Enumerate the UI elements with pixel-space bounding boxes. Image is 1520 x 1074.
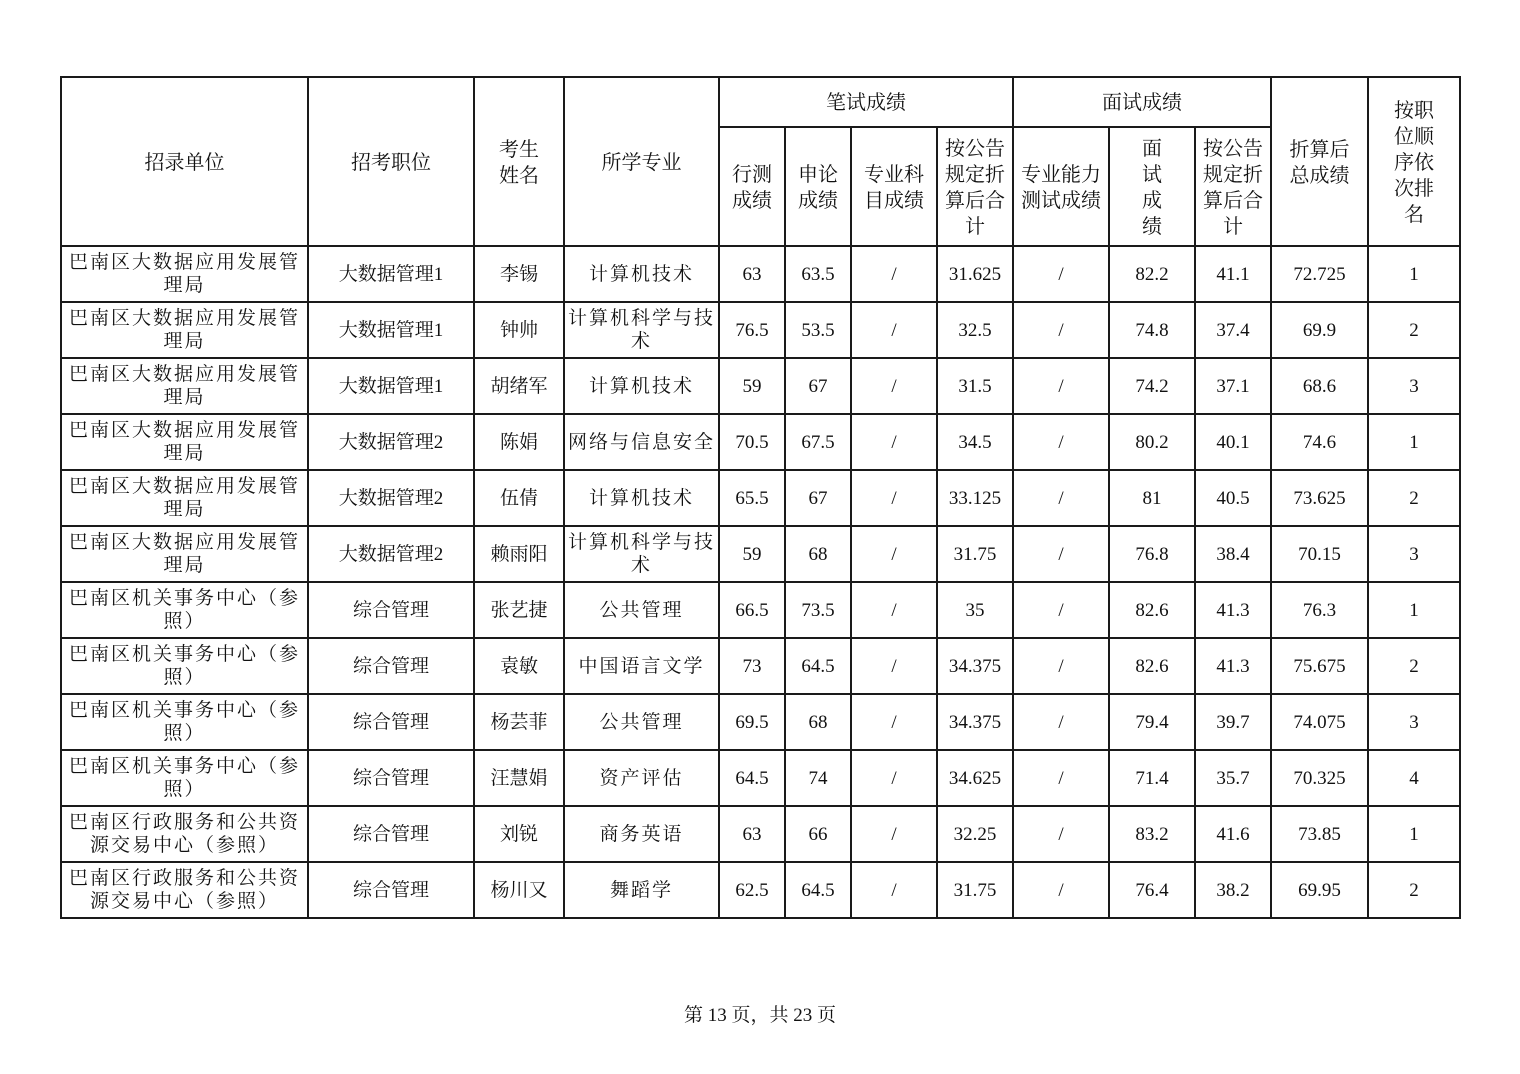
cell-position: 综合管理 (308, 750, 474, 806)
cell-ability-test: / (1013, 246, 1109, 302)
cell-interview: 83.2 (1109, 806, 1195, 862)
cell-ability-test: / (1013, 862, 1109, 918)
table-row (61, 806, 1460, 862)
cell-written-converted: 34.5 (937, 414, 1013, 470)
cell-total: 73.625 (1271, 470, 1368, 526)
cell-major: 商务英语 (564, 806, 719, 862)
table-row (61, 302, 1460, 358)
cell-interview-converted: 40.1 (1195, 414, 1271, 470)
cell-zhuanye-kemu: / (851, 582, 937, 638)
cell-shenlun: 68 (785, 526, 851, 582)
cell-interview-converted: 40.5 (1195, 470, 1271, 526)
cell-xingce: 65.5 (719, 470, 785, 526)
cell-total: 72.725 (1271, 246, 1368, 302)
cell-unit: 巴南区机关事务中心（参照） (61, 638, 308, 694)
cell-interview-converted: 41.6 (1195, 806, 1271, 862)
cell-rank: 1 (1368, 582, 1460, 638)
cell-major: 计算机科学与技术 (564, 302, 719, 358)
cell-written-converted: 34.625 (937, 750, 1013, 806)
cell-interview-converted: 41.3 (1195, 582, 1271, 638)
header-unit: 招录单位 (61, 77, 308, 246)
cell-zhuanye-kemu: / (851, 750, 937, 806)
cell-zhuanye-kemu: / (851, 358, 937, 414)
cell-shenlun: 67 (785, 358, 851, 414)
cell-position: 综合管理 (308, 582, 474, 638)
cell-interview-converted: 41.1 (1195, 246, 1271, 302)
cell-written-converted: 32.5 (937, 302, 1013, 358)
cell-ability-test: / (1013, 414, 1109, 470)
cell-shenlun: 63.5 (785, 246, 851, 302)
header-total: 折算后总成绩 (1271, 77, 1368, 246)
cell-rank: 3 (1368, 694, 1460, 750)
cell-interview: 74.8 (1109, 302, 1195, 358)
cell-written-converted: 31.75 (937, 526, 1013, 582)
table-row (61, 414, 1460, 470)
cell-name: 胡绪军 (474, 358, 564, 414)
cell-rank: 1 (1368, 806, 1460, 862)
cell-unit: 巴南区行政服务和公共资源交易中心（参照） (61, 862, 308, 918)
cell-interview: 82.6 (1109, 638, 1195, 694)
cell-unit: 巴南区大数据应用发展管理局 (61, 526, 308, 582)
cell-major: 中国语言文学 (564, 638, 719, 694)
cell-rank: 2 (1368, 302, 1460, 358)
cell-interview: 74.2 (1109, 358, 1195, 414)
cell-position: 大数据管理2 (308, 414, 474, 470)
cell-total: 74.6 (1271, 414, 1368, 470)
cell-total: 74.075 (1271, 694, 1368, 750)
cell-position: 大数据管理2 (308, 526, 474, 582)
cell-ability-test: / (1013, 526, 1109, 582)
cell-ability-test: / (1013, 750, 1109, 806)
cell-rank: 2 (1368, 862, 1460, 918)
cell-shenlun: 68 (785, 694, 851, 750)
cell-rank: 4 (1368, 750, 1460, 806)
header-xingce: 行测成绩 (719, 127, 785, 246)
cell-name: 赖雨阳 (474, 526, 564, 582)
cell-interview: 76.8 (1109, 526, 1195, 582)
cell-name: 刘锐 (474, 806, 564, 862)
cell-interview: 81 (1109, 470, 1195, 526)
cell-total: 68.6 (1271, 358, 1368, 414)
cell-written-converted: 34.375 (937, 694, 1013, 750)
score-table (60, 76, 1461, 919)
cell-unit: 巴南区大数据应用发展管理局 (61, 470, 308, 526)
cell-major: 计算机技术 (564, 246, 719, 302)
cell-written-converted: 31.75 (937, 862, 1013, 918)
cell-position: 综合管理 (308, 862, 474, 918)
cell-zhuanye-kemu: / (851, 246, 937, 302)
table-row (61, 750, 1460, 806)
cell-xingce: 59 (719, 358, 785, 414)
header-written-group: 笔试成绩 (719, 77, 1013, 127)
cell-interview-converted: 35.7 (1195, 750, 1271, 806)
table-row (61, 694, 1460, 750)
cell-name: 袁敏 (474, 638, 564, 694)
cell-interview: 80.2 (1109, 414, 1195, 470)
cell-interview-converted: 39.7 (1195, 694, 1271, 750)
cell-ability-test: / (1013, 302, 1109, 358)
cell-interview-converted: 41.3 (1195, 638, 1271, 694)
cell-written-converted: 34.375 (937, 638, 1013, 694)
header-interview: 面试成绩 (1109, 127, 1195, 246)
header-written-converted: 按公告规定折算后合计 (937, 127, 1013, 246)
cell-rank: 2 (1368, 638, 1460, 694)
table-row (61, 526, 1460, 582)
cell-xingce: 63 (719, 806, 785, 862)
table-row (61, 246, 1460, 302)
cell-interview: 82.6 (1109, 582, 1195, 638)
cell-major: 公共管理 (564, 582, 719, 638)
cell-position: 综合管理 (308, 806, 474, 862)
cell-name: 汪慧娟 (474, 750, 564, 806)
cell-shenlun: 53.5 (785, 302, 851, 358)
cell-major: 计算机技术 (564, 358, 719, 414)
cell-written-converted: 35 (937, 582, 1013, 638)
cell-ability-test: / (1013, 470, 1109, 526)
cell-position: 综合管理 (308, 694, 474, 750)
cell-total: 76.3 (1271, 582, 1368, 638)
cell-total: 75.675 (1271, 638, 1368, 694)
cell-major: 网络与信息安全 (564, 414, 719, 470)
cell-xingce: 70.5 (719, 414, 785, 470)
cell-position: 大数据管理2 (308, 470, 474, 526)
cell-written-converted: 32.25 (937, 806, 1013, 862)
cell-unit: 巴南区行政服务和公共资源交易中心（参照） (61, 806, 308, 862)
cell-zhuanye-kemu: / (851, 862, 937, 918)
cell-rank: 3 (1368, 526, 1460, 582)
cell-rank: 1 (1368, 414, 1460, 470)
cell-zhuanye-kemu: / (851, 414, 937, 470)
table-row (61, 862, 1460, 918)
header-ability-test: 专业能力测试成绩 (1013, 127, 1109, 246)
cell-position: 大数据管理1 (308, 302, 474, 358)
cell-shenlun: 67.5 (785, 414, 851, 470)
cell-total: 69.95 (1271, 862, 1368, 918)
cell-position: 综合管理 (308, 638, 474, 694)
cell-ability-test: / (1013, 806, 1109, 862)
cell-zhuanye-kemu: / (851, 302, 937, 358)
cell-xingce: 66.5 (719, 582, 785, 638)
cell-xingce: 63 (719, 246, 785, 302)
header-shenlun: 申论成绩 (785, 127, 851, 246)
table-row (61, 470, 1460, 526)
cell-interview-converted: 37.4 (1195, 302, 1271, 358)
cell-total: 73.85 (1271, 806, 1368, 862)
table-body (61, 246, 1460, 918)
cell-zhuanye-kemu: / (851, 638, 937, 694)
cell-xingce: 76.5 (719, 302, 785, 358)
cell-interview: 79.4 (1109, 694, 1195, 750)
cell-shenlun: 64.5 (785, 638, 851, 694)
cell-written-converted: 33.125 (937, 470, 1013, 526)
cell-major: 计算机技术 (564, 470, 719, 526)
cell-zhuanye-kemu: / (851, 694, 937, 750)
cell-xingce: 59 (719, 526, 785, 582)
cell-ability-test: / (1013, 582, 1109, 638)
cell-major: 资产评估 (564, 750, 719, 806)
cell-ability-test: / (1013, 694, 1109, 750)
cell-xingce: 64.5 (719, 750, 785, 806)
cell-xingce: 62.5 (719, 862, 785, 918)
cell-zhuanye-kemu: / (851, 526, 937, 582)
cell-zhuanye-kemu: / (851, 470, 937, 526)
cell-major: 舞蹈学 (564, 862, 719, 918)
cell-unit: 巴南区大数据应用发展管理局 (61, 358, 308, 414)
table-row (61, 582, 1460, 638)
cell-zhuanye-kemu: / (851, 806, 937, 862)
cell-name: 钟帅 (474, 302, 564, 358)
cell-interview-converted: 38.2 (1195, 862, 1271, 918)
cell-shenlun: 66 (785, 806, 851, 862)
cell-unit: 巴南区机关事务中心（参照） (61, 582, 308, 638)
cell-written-converted: 31.625 (937, 246, 1013, 302)
page-footer: 第 13 页，共 23 页 (683, 1005, 836, 1026)
cell-rank: 1 (1368, 246, 1460, 302)
cell-interview-converted: 37.1 (1195, 358, 1271, 414)
header-name: 考生姓名 (474, 77, 564, 246)
cell-total: 70.15 (1271, 526, 1368, 582)
cell-unit: 巴南区机关事务中心（参照） (61, 750, 308, 806)
cell-interview: 82.2 (1109, 246, 1195, 302)
cell-name: 张艺捷 (474, 582, 564, 638)
cell-unit: 巴南区大数据应用发展管理局 (61, 414, 308, 470)
cell-major: 公共管理 (564, 694, 719, 750)
cell-ability-test: / (1013, 358, 1109, 414)
cell-interview-converted: 38.4 (1195, 526, 1271, 582)
cell-unit: 巴南区大数据应用发展管理局 (61, 246, 308, 302)
header-rank: 按职位顺序依次排名 (1368, 77, 1460, 246)
cell-xingce: 73 (719, 638, 785, 694)
header-position: 招考职位 (308, 77, 474, 246)
table-row (61, 358, 1460, 414)
table-header (61, 77, 1460, 246)
table-row (61, 638, 1460, 694)
cell-interview: 76.4 (1109, 862, 1195, 918)
cell-name: 李锡 (474, 246, 564, 302)
cell-name: 杨川又 (474, 862, 564, 918)
cell-written-converted: 31.5 (937, 358, 1013, 414)
cell-rank: 2 (1368, 470, 1460, 526)
cell-position: 大数据管理1 (308, 246, 474, 302)
header-zhuanye-kemu: 专业科目成绩 (851, 127, 937, 246)
cell-unit: 巴南区大数据应用发展管理局 (61, 302, 308, 358)
header-interview-converted: 按公告规定折算后合计 (1195, 127, 1271, 246)
cell-xingce: 69.5 (719, 694, 785, 750)
cell-shenlun: 67 (785, 470, 851, 526)
cell-total: 69.9 (1271, 302, 1368, 358)
cell-total: 70.325 (1271, 750, 1368, 806)
cell-shenlun: 64.5 (785, 862, 851, 918)
cell-unit: 巴南区机关事务中心（参照） (61, 694, 308, 750)
cell-name: 伍倩 (474, 470, 564, 526)
cell-name: 陈娟 (474, 414, 564, 470)
cell-shenlun: 73.5 (785, 582, 851, 638)
cell-interview: 71.4 (1109, 750, 1195, 806)
cell-ability-test: / (1013, 638, 1109, 694)
header-major: 所学专业 (564, 77, 719, 246)
cell-rank: 3 (1368, 358, 1460, 414)
cell-major: 计算机科学与技术 (564, 526, 719, 582)
cell-shenlun: 74 (785, 750, 851, 806)
cell-name: 杨芸菲 (474, 694, 564, 750)
header-interview-group: 面试成绩 (1013, 77, 1271, 127)
cell-position: 大数据管理1 (308, 358, 474, 414)
